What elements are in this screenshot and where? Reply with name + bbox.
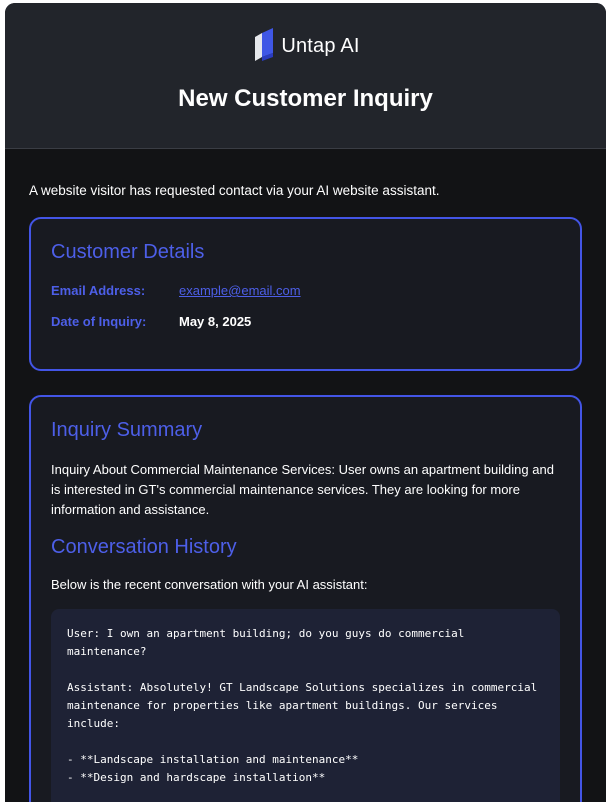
email-container xyxy=(5,3,606,802)
brand-logo xyxy=(5,3,606,65)
conversation-log xyxy=(51,609,560,802)
conversation-line: User: I own an apartment building; do you guys do commercial xyxy=(67,627,465,640)
conversation-line xyxy=(67,661,544,679)
email-header xyxy=(5,3,606,149)
inquiry-summary-title: Inquiry Summary xyxy=(51,419,203,441)
date-row xyxy=(51,313,560,330)
email-body xyxy=(5,149,606,802)
conversation-line: Assistant: Absolutely! GT Landscape Solutions specializes in commercial xyxy=(67,681,538,694)
brand-name: Untap AI xyxy=(281,34,360,57)
email-label: Email Address: xyxy=(51,283,146,298)
untap-logo-icon xyxy=(251,27,277,65)
email-link[interactable]: example@email.com xyxy=(179,283,301,298)
email-row xyxy=(51,282,560,299)
conversation-line: - **Design and hardscape installation** xyxy=(67,771,326,784)
customer-details-title: Customer Details xyxy=(51,241,205,263)
conversation-line: maintenance for properties like apartment buildings. Our services xyxy=(67,699,498,712)
date-label: Date of Inquiry: xyxy=(51,314,147,329)
intro-text: A website visitor has requested contact via your AI website assistant. xyxy=(29,183,440,198)
conversation-history-intro: Below is the recent conversation with your AI assistant: xyxy=(51,577,368,592)
conversation-history-title: Conversation History xyxy=(51,536,237,558)
conversation-line: include: xyxy=(67,717,120,730)
inquiry-summary-text: Inquiry About Commercial Maintenance Services: User owns an apartment building and is interested in GT's commercial maintenance services. They are looking for more information and assistance. xyxy=(51,462,554,517)
conversation-line: - **Landscape installation and maintenance** xyxy=(67,753,359,766)
conversation-line: maintenance? xyxy=(67,645,147,658)
page-title: New Customer Inquiry xyxy=(178,85,433,112)
conversation-line xyxy=(67,733,544,751)
date-value: May 8, 2025 xyxy=(179,314,252,329)
customer-details-card xyxy=(29,217,582,371)
inquiry-summary-card xyxy=(29,395,582,802)
